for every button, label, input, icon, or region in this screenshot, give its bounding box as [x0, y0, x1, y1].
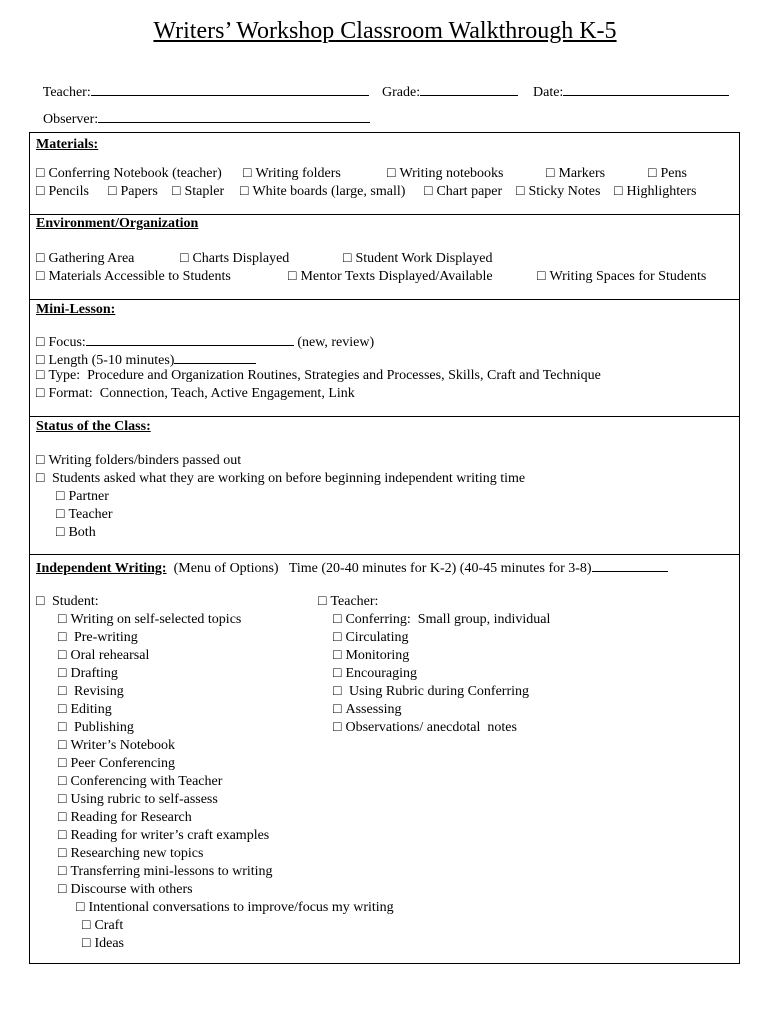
checkbox-icon[interactable]: □	[36, 335, 45, 350]
checkbox-icon[interactable]: □	[36, 594, 45, 609]
checkbox-icon: □	[333, 666, 342, 681]
independent-time: Time (20-40 minutes for K-2) (40-45 minutes for 3-8)	[288, 561, 592, 576]
checkbox-icon: □	[58, 738, 67, 753]
teacher-item[interactable]: □ Encouraging	[333, 666, 417, 681]
checkbox-icon[interactable]: □	[56, 507, 65, 522]
teacher-item[interactable]: □ Conferring: Small group, individual	[333, 612, 551, 627]
materials-item[interactable]: □ Pencils	[36, 184, 89, 199]
length-item[interactable]: □ Length (5-10 minutes)	[36, 349, 256, 370]
checkbox-icon: □	[82, 918, 91, 933]
checkbox-icon[interactable]: □	[36, 166, 45, 181]
checkbox-icon[interactable]: □	[180, 251, 189, 266]
checkbox-icon[interactable]: □	[648, 166, 657, 181]
checkbox-icon: □	[58, 684, 67, 699]
student-item[interactable]: □ Writing on self-selected topics	[58, 612, 242, 627]
checkbox-icon: □	[58, 846, 67, 861]
checkbox-icon: □	[333, 612, 342, 627]
checkbox-icon[interactable]: □	[516, 184, 525, 199]
status-sub-item[interactable]: □ Partner	[56, 489, 109, 504]
environment-item[interactable]: □ Gathering Area	[36, 251, 135, 266]
status-sub-item[interactable]: □ Both	[56, 525, 96, 540]
checkbox-icon: □	[58, 810, 67, 825]
observer-blank[interactable]	[98, 108, 370, 123]
intentional-item[interactable]: □ Intentional conversations to improve/focus my writing	[76, 900, 394, 915]
checkbox-icon[interactable]: □	[172, 184, 181, 199]
date-blank[interactable]	[563, 81, 729, 96]
materials-item[interactable]: □ Pens	[648, 166, 687, 181]
section-divider	[30, 554, 739, 555]
student-item[interactable]: □ Conferencing with Teacher	[58, 774, 223, 789]
materials-item[interactable]: □ Chart paper	[424, 184, 503, 199]
materials-item[interactable]: □ Markers	[546, 166, 606, 181]
page-title: Writers’ Workshop Classroom Walkthrough K-5	[153, 18, 617, 44]
independent-heading: Independent Writing:	[36, 561, 167, 576]
teacher-item[interactable]: □ Circulating	[333, 630, 409, 645]
materials-item[interactable]: □ Writing folders	[243, 166, 341, 181]
walkthrough-form	[29, 132, 740, 964]
focus-item[interactable]: □ Focus: (new, review)	[36, 331, 374, 352]
checkbox-icon[interactable]: □	[546, 166, 555, 181]
student-item[interactable]: □ Peer Conferencing	[58, 756, 176, 771]
materials-item[interactable]: □ Conferring Notebook (teacher)	[36, 166, 222, 181]
date-label: Date:	[533, 85, 564, 100]
checkbox-icon[interactable]: □	[36, 251, 45, 266]
checkbox-icon: □	[333, 648, 342, 663]
checkbox-icon[interactable]: □	[288, 269, 297, 284]
student-item[interactable]: □ Writer’s Notebook	[58, 738, 176, 753]
observer-label: Observer:	[43, 112, 99, 127]
checkbox-icon: □	[333, 684, 342, 699]
checkbox-icon[interactable]: □	[537, 269, 546, 284]
focus-blank[interactable]	[86, 331, 294, 346]
section-divider	[30, 416, 739, 417]
teacher-item[interactable]: □ Assessing	[333, 702, 402, 717]
checkbox-icon: □	[318, 594, 327, 609]
checkbox-icon[interactable]: □	[36, 471, 45, 486]
environment-item[interactable]: □ Writing Spaces for Students	[537, 269, 707, 284]
date-field[interactable]	[526, 63, 729, 102]
status-heading: Status of the Class:	[36, 419, 151, 434]
checkbox-icon[interactable]: □	[108, 184, 117, 199]
materials-item[interactable]: □ Writing notebooks	[387, 166, 504, 181]
teacher-item[interactable]: □ Using Rubric during Conferring	[333, 684, 529, 699]
grade-blank[interactable]	[420, 81, 518, 96]
checkbox-icon[interactable]: □	[56, 489, 65, 504]
teacher-item[interactable]: □ Monitoring	[333, 648, 410, 663]
checkbox-icon: □	[58, 720, 67, 735]
student-item[interactable]: □ Editing	[58, 702, 112, 717]
student-item[interactable]: □ Publishing	[58, 720, 134, 735]
student-item[interactable]: □ Transferring mini-lessons to writing	[58, 864, 273, 879]
student-item[interactable]: □ Pre-writing	[58, 630, 138, 645]
checkbox-icon[interactable]: □	[424, 184, 433, 199]
materials-heading: Materials:	[36, 137, 99, 152]
checkbox-icon: □	[82, 936, 91, 951]
format-item[interactable]: □ Format: Connection, Teach, Active Engagement, Link	[36, 386, 355, 401]
checkbox-icon: □	[333, 702, 342, 717]
student-item[interactable]: □ Reading for Research	[58, 810, 192, 825]
student-label[interactable]: □ Student:	[36, 594, 99, 609]
checkbox-icon: □	[58, 774, 67, 789]
checkbox-icon: □	[58, 792, 67, 807]
student-item[interactable]: □ Oral rehearsal	[58, 648, 150, 663]
student-item[interactable]: □ Drafting	[58, 666, 118, 681]
grade-label: Grade:	[382, 85, 421, 100]
teacher-label[interactable]: □ Teacher:	[318, 594, 379, 609]
intentional-sub-item[interactable]: □ Craft	[82, 918, 124, 933]
teacher-item[interactable]: □ Observations/ anecdotal notes	[333, 720, 517, 735]
checkbox-icon[interactable]: □	[240, 184, 249, 199]
checkbox-icon: □	[76, 900, 85, 915]
environment-item[interactable]: □ Charts Displayed	[180, 251, 290, 266]
independent-menu: (Menu of Options)	[173, 561, 279, 576]
checkbox-icon[interactable]: □	[36, 184, 45, 199]
environment-item[interactable]: □ Mentor Texts Displayed/Available	[288, 269, 493, 284]
materials-item[interactable]: □ Papers	[108, 184, 158, 199]
materials-item[interactable]: □ Highlighters	[614, 184, 697, 199]
observer-field[interactable]	[36, 90, 370, 129]
status-item[interactable]: □ Writing folders/binders passed out	[36, 453, 242, 468]
checkbox-icon[interactable]: □	[56, 525, 65, 540]
section-divider	[30, 299, 739, 300]
checkbox-icon: □	[58, 630, 67, 645]
checkbox-icon[interactable]: □	[387, 166, 396, 181]
student-item[interactable]: □ Reading for writer’s craft examples	[58, 828, 270, 843]
materials-item[interactable]: □ Stapler	[172, 184, 225, 199]
checkbox-icon: □	[58, 882, 67, 897]
status-sub-item[interactable]: □ Teacher	[56, 507, 113, 522]
type-item[interactable]: □ Type: Procedure and Organization Routines, Strategies and Processes, Skills, Craft and Technique	[36, 368, 601, 383]
checkbox-icon: □	[333, 720, 342, 735]
environment-item[interactable]: □ Materials Accessible to Students	[36, 269, 231, 284]
teacher-label: Teacher:	[42, 85, 91, 100]
checkbox-icon: □	[58, 612, 67, 627]
independent-heading-line	[36, 557, 668, 578]
student-item[interactable]: □ Revising	[58, 684, 124, 699]
checkbox-icon: □	[58, 648, 67, 663]
checkbox-icon: □	[58, 828, 67, 843]
checkbox-icon: □	[58, 864, 67, 879]
checkbox-icon[interactable]: □	[36, 368, 45, 383]
checkbox-icon: □	[333, 630, 342, 645]
checkbox-icon: □	[58, 666, 67, 681]
student-item[interactable]: □ Discourse with others	[58, 882, 193, 897]
checkbox-icon[interactable]: □	[614, 184, 623, 199]
checkbox-icon[interactable]: □	[243, 166, 252, 181]
checkbox-icon[interactable]: □	[36, 353, 45, 368]
student-item[interactable]: □ Researching new topics	[58, 846, 204, 861]
environment-item[interactable]: □ Student Work Displayed	[343, 251, 493, 266]
checkbox-icon: □	[58, 702, 67, 717]
length-blank[interactable]	[174, 349, 256, 364]
intentional-sub-item[interactable]: □ Ideas	[82, 936, 125, 951]
grade-field[interactable]	[375, 63, 518, 102]
mini-lesson-heading: Mini-Lesson:	[36, 302, 116, 317]
materials-item[interactable]: □ White boards (large, small)	[240, 184, 406, 199]
time-blank[interactable]	[592, 557, 668, 572]
student-item[interactable]: □ Using rubric to self-assess	[58, 792, 218, 807]
status-item[interactable]: □ Students asked what they are working on before beginning independent writing time	[36, 471, 526, 486]
checkbox-icon[interactable]: □	[36, 453, 45, 468]
checkbox-icon[interactable]: □	[36, 269, 45, 284]
checkbox-icon: □	[58, 756, 67, 771]
environment-heading: Environment/Organization	[36, 216, 199, 231]
checkbox-icon[interactable]: □	[36, 386, 45, 401]
materials-item[interactable]: □ Sticky Notes	[516, 184, 601, 199]
checkbox-icon[interactable]: □	[343, 251, 352, 266]
